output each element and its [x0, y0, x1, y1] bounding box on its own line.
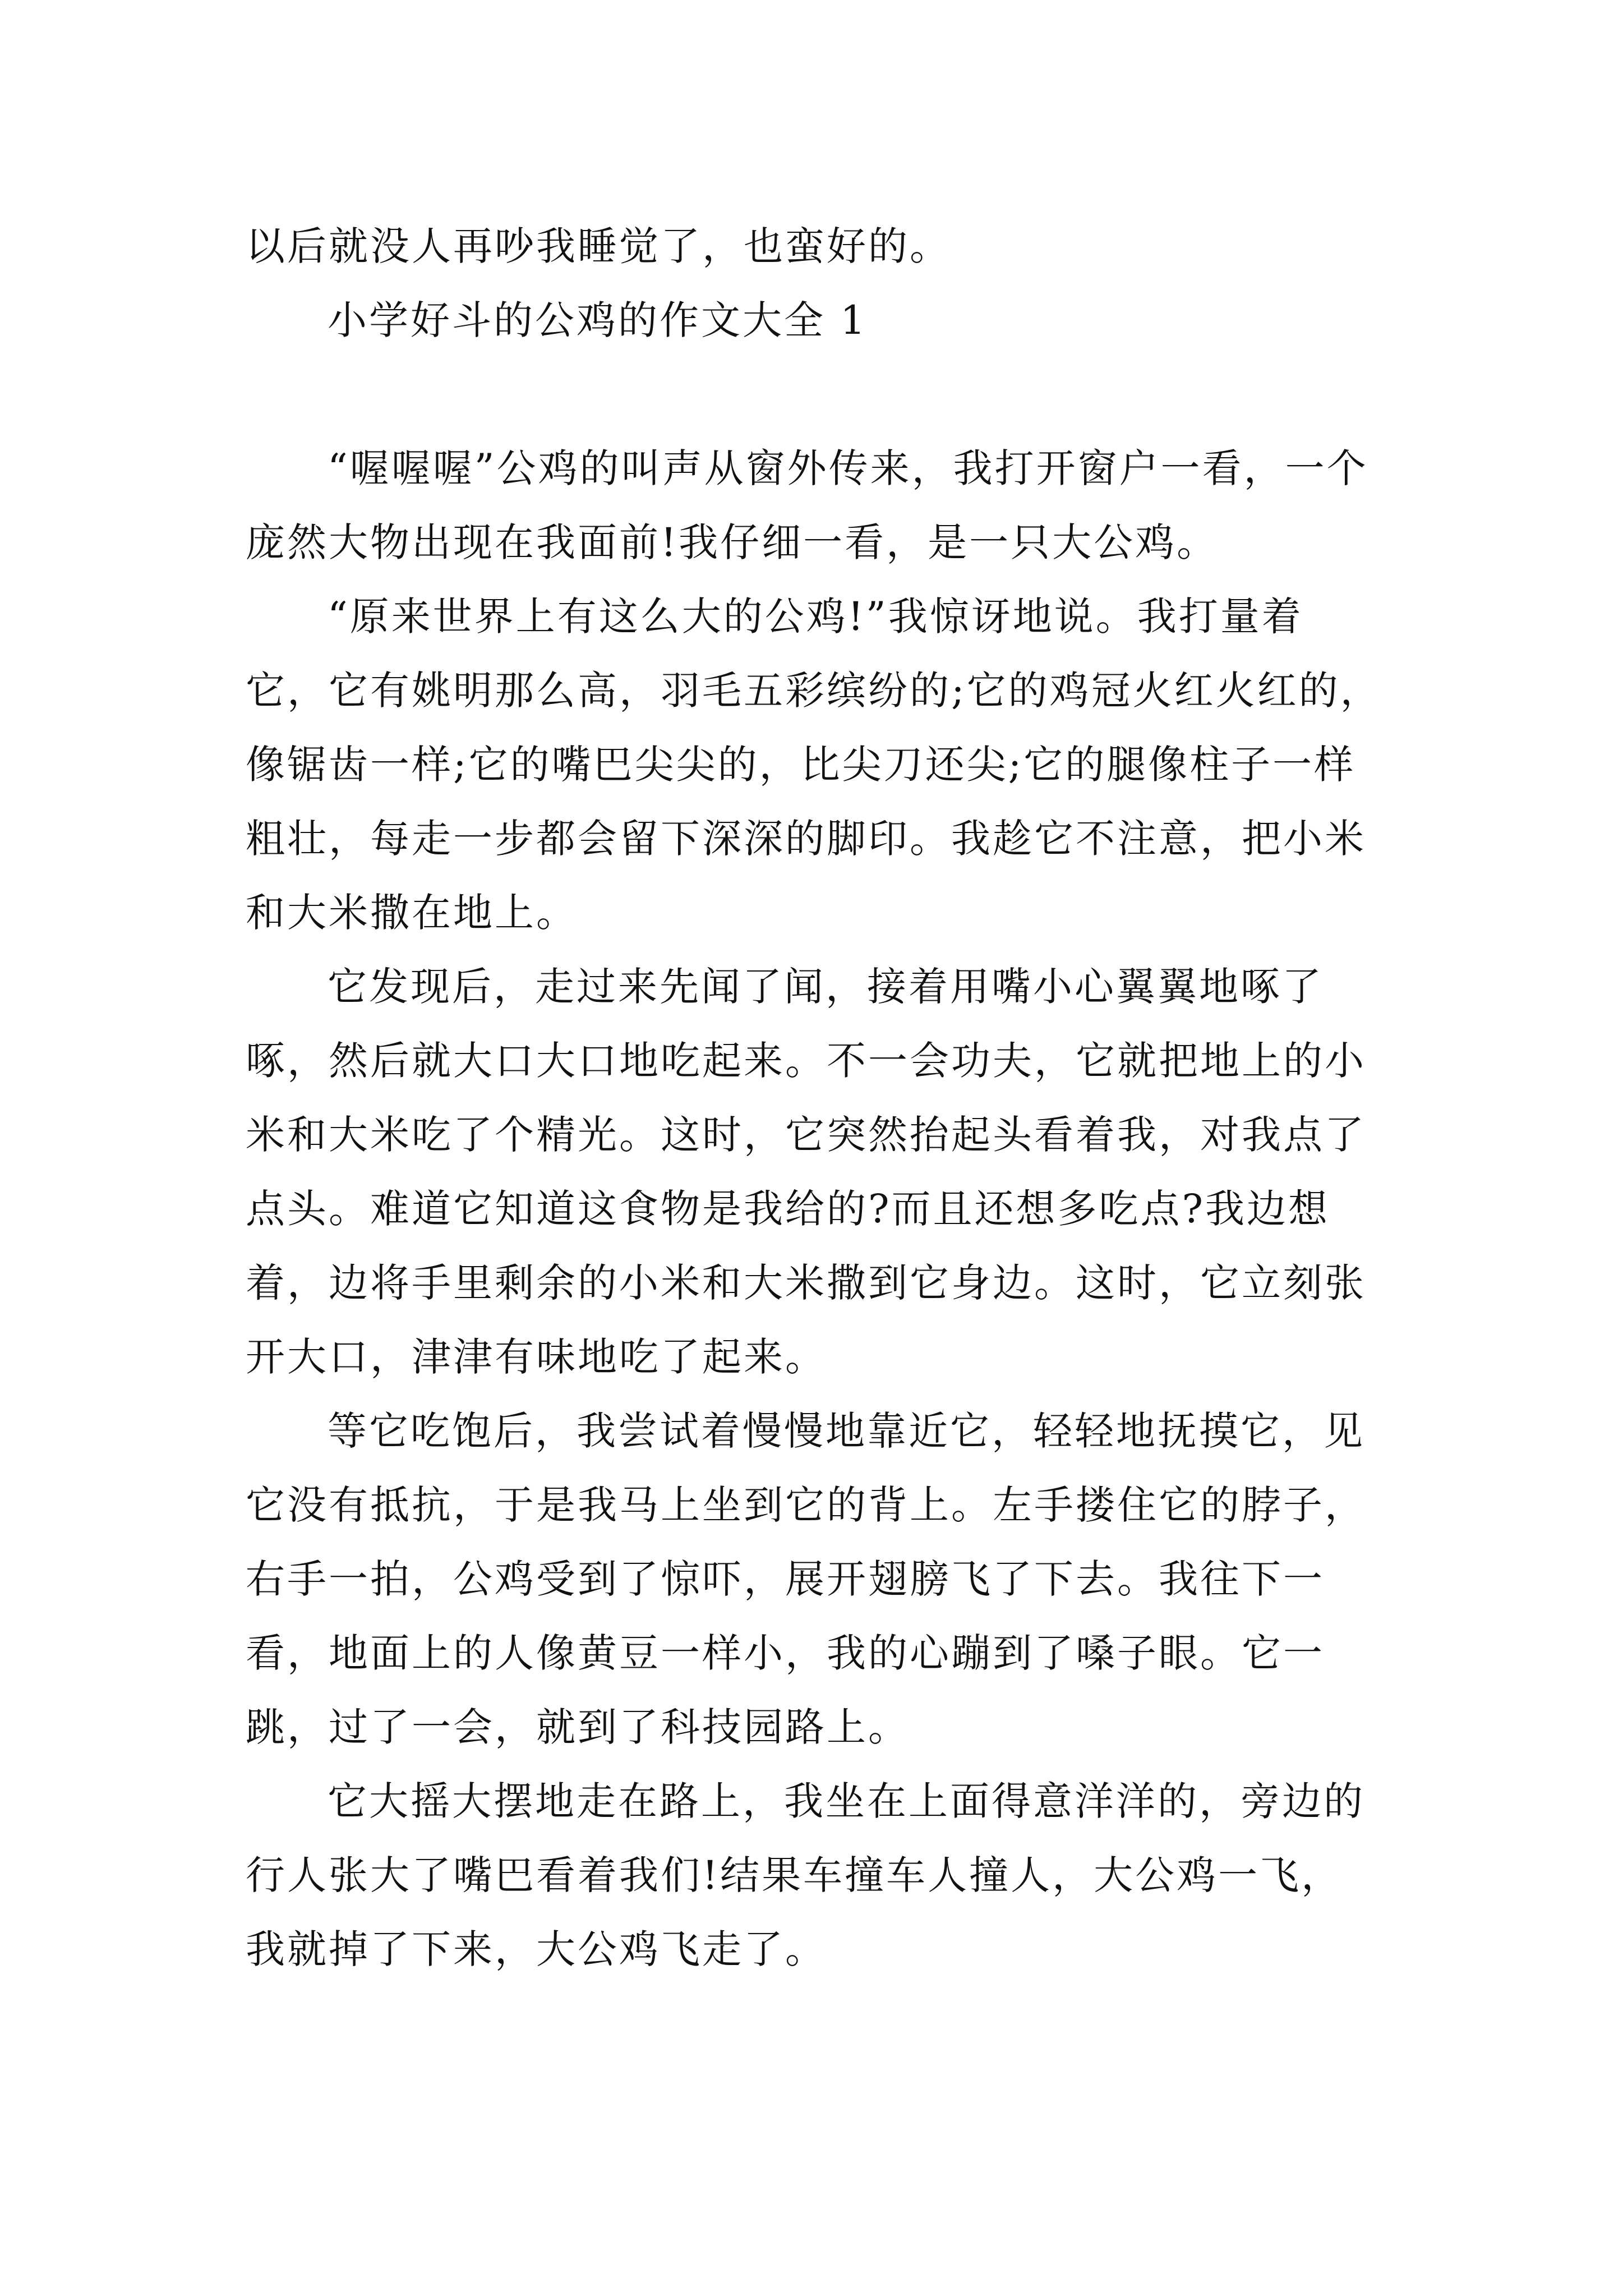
- blank-gap: [246, 357, 1384, 431]
- document-body: [246, 209, 1384, 1986]
- paragraph-3: 它发现后，走过来先闻了闻，接着用嘴小心翼翼地啄了啄，然后就大口大口地吃起来。不一会功夫，它就把地上的小米和大米吃了个精光。这时，它突然抬起头看着我，对我点了点头。难道它知道这食物是我给的?而且还想多吃点?我边想着，边将手里剩余的小米和大米撒到它身边。这时，它立刻张开大口，津津有味地吃了起来。: [246, 964, 1366, 1380]
- essay-title: 小学好斗的公鸡的作文大全 1: [328, 297, 868, 343]
- paragraph-2: “原来世界上有这么大的公鸡!”我惊讶地说。我打量着它，它有姚明那么高，羽毛五彩缤纷的;它的鸡冠火红火红的，像锯齿一样;它的嘴巴尖尖的，比尖刀还尖;它的腿像柱子一样粗壮，每走一步都会留下深深的脚印。我趁它不注意，把小米和大米撒在地上。: [246, 593, 1382, 936]
- paragraph-4: 等它吃饱后，我尝试着慢慢地靠近它，轻轻地抚摸它，见它没有抵抗，于是我马上坐到它的背上。左手搂住它的脖子，右手一拍，公鸡受到了惊吓，展开翅膀飞了下去。我往下一看，地面上的人像黄豆一样小，我的心蹦到了嗓子眼。它一跳，过了一会，就到了科技园路上。: [246, 1408, 1366, 1750]
- paragraph-1: “喔喔喔”公鸡的叫声从窗外传来，我打开窗户一看，一个庞然大物出现在我面前!我仔细一看，是一只大公鸡。: [246, 445, 1368, 565]
- paragraph-5: 它大摇大摆地走在路上，我坐在上面得意洋洋的，旁边的行人张大了嘴巴看着我们!结果车撞车人撞人，大公鸡一飞，我就掉了下来，大公鸡飞走了。: [246, 1778, 1365, 1972]
- opening-line: 以后就没人再吵我睡觉了，也蛮好的。: [246, 223, 951, 269]
